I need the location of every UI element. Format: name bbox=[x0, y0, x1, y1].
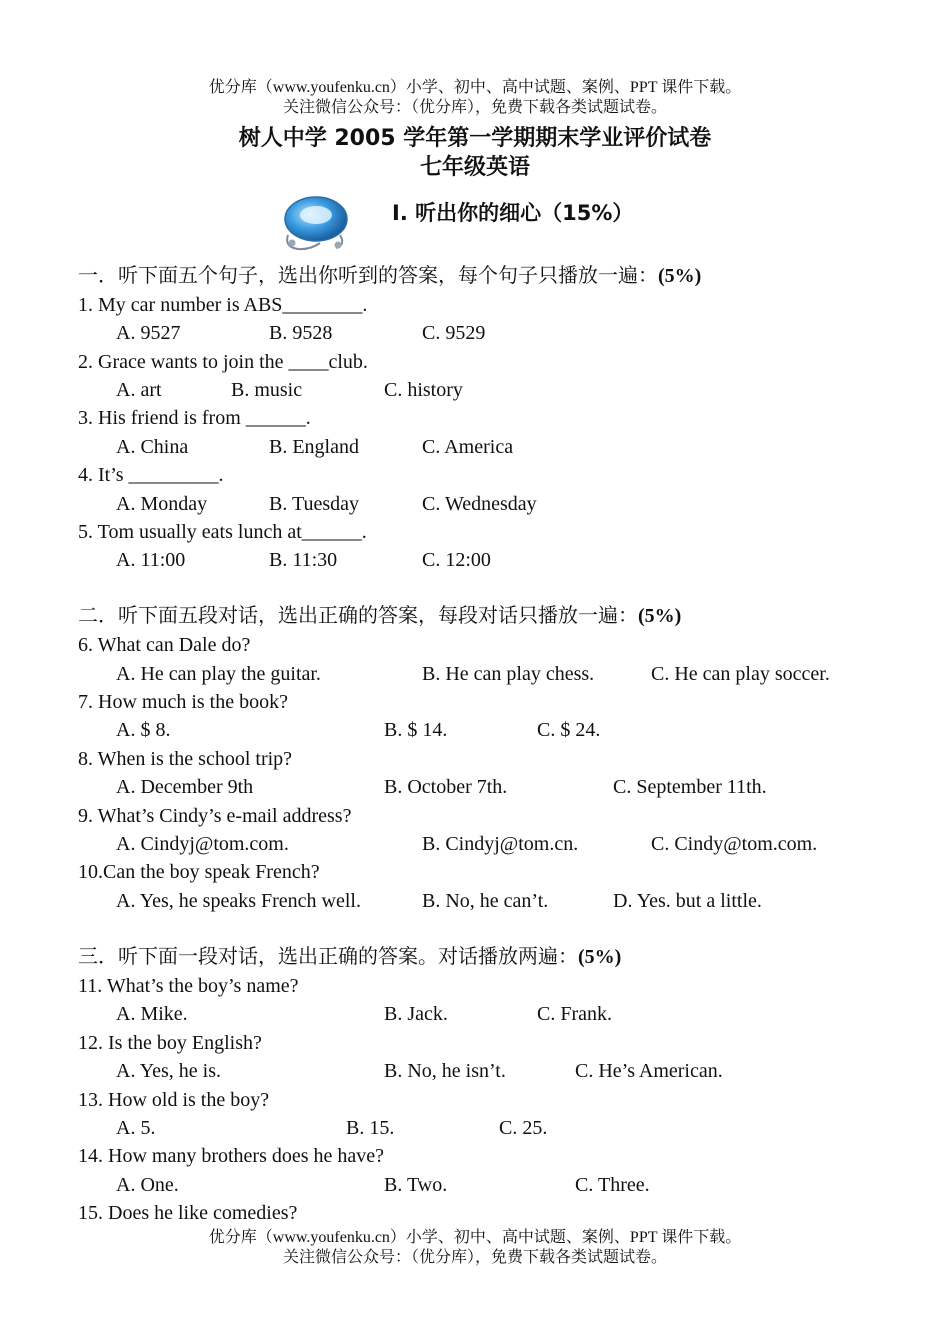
part2-score: (5%) bbox=[638, 605, 682, 627]
q12-option-c: C. He’s American. bbox=[575, 1060, 723, 1082]
q10-option-d: D. Yes. but a little. bbox=[613, 890, 762, 912]
footer-line-2: 关注微信公众号：（优分库），免费下载各类试题试卷。 bbox=[282, 1249, 667, 1266]
q4-option-b: B. Tuesday bbox=[269, 493, 360, 515]
q7-option-b: B. $ 14. bbox=[384, 719, 448, 741]
question-1: 1. My car number is ABS________. bbox=[78, 294, 368, 316]
question-2: 2. Grace wants to join the ____club. bbox=[78, 351, 368, 373]
question-5: 5. Tom usually eats lunch at______. bbox=[78, 521, 367, 543]
q13-option-b: B. 15. bbox=[346, 1117, 395, 1139]
cd-headphones-icon bbox=[280, 193, 352, 253]
q6-option-a: A. He can play the guitar. bbox=[116, 663, 321, 685]
question-10: 10.Can the boy speak French? bbox=[78, 861, 320, 883]
q5-option-b: B. 11:30 bbox=[269, 549, 338, 571]
q14-option-a: A. One. bbox=[116, 1174, 179, 1196]
question-8: 8. When is the school trip? bbox=[78, 748, 293, 770]
q7-option-a: A. $ 8. bbox=[116, 719, 171, 741]
q9-option-c: C. Cindy@tom.com. bbox=[651, 833, 818, 855]
q3-option-c: C. America bbox=[422, 436, 514, 458]
q14-option-b: B. Two. bbox=[384, 1174, 448, 1196]
q4-option-a: A. Monday bbox=[116, 493, 208, 515]
part2-instruction-text: 二．听下面五段对话，选出正确的答案，每段对话只播放一遍： bbox=[78, 605, 638, 627]
question-12: 12. Is the boy English? bbox=[78, 1032, 262, 1054]
question-4: 4. It’s _________. bbox=[78, 464, 224, 486]
q11-option-b: B. Jack. bbox=[384, 1003, 448, 1025]
part3-instruction bbox=[78, 943, 621, 971]
q3-option-a: A. China bbox=[116, 436, 189, 458]
q5-option-a: A. 11:00 bbox=[116, 549, 186, 571]
q1-option-b: B. 9528 bbox=[269, 322, 333, 344]
q2-option-b: B. music bbox=[231, 379, 303, 401]
question-14: 14. How many brothers does he have? bbox=[78, 1145, 385, 1167]
question-3: 3. His friend is from ______. bbox=[78, 407, 311, 429]
q12-option-b: B. No, he isn’t. bbox=[384, 1060, 506, 1082]
q1-option-c: C. 9529 bbox=[422, 322, 486, 344]
question-13: 13. How old is the boy? bbox=[78, 1089, 270, 1111]
part1-instruction-text: 一．听下面五个句子，选出你听到的答案，每个句子只播放一遍： bbox=[78, 265, 658, 287]
question-9: 9. What’s Cindy’s e-mail address? bbox=[78, 805, 352, 827]
question-7: 7. How much is the book? bbox=[78, 691, 288, 713]
part3-instruction-text: 三．听下面一段对话，选出正确的答案。对话播放两遍： bbox=[78, 946, 578, 968]
q9-option-b: B. Cindyj@tom.cn. bbox=[422, 833, 579, 855]
q11-option-c: C. Frank. bbox=[537, 1003, 612, 1025]
q4-option-c: C. Wednesday bbox=[422, 493, 537, 515]
q12-option-a: A. Yes, he is. bbox=[116, 1060, 222, 1082]
question-11: 11. What’s the boy’s name? bbox=[78, 975, 299, 997]
exam-subtitle: 七年级英语 bbox=[419, 155, 530, 180]
q2-option-a: A. art bbox=[116, 379, 162, 401]
question-6: 6. What can Dale do? bbox=[78, 634, 251, 656]
q13-option-c: C. 25. bbox=[499, 1117, 548, 1139]
q8-option-a: A. December 9th bbox=[116, 776, 254, 798]
q5-option-c: C. 12:00 bbox=[422, 549, 491, 571]
q10-option-b: B. No, he can’t. bbox=[422, 890, 549, 912]
footer-line-1: 优分库（www.youfenku.cn）小学、初中、高中试题、案例、PPT 课件下载。 bbox=[208, 1229, 742, 1246]
q8-option-c: C. September 11th. bbox=[613, 776, 767, 798]
q6-option-c: C. He can play soccer. bbox=[651, 663, 830, 685]
part2-instruction bbox=[78, 602, 681, 630]
q11-option-a: A. Mike. bbox=[116, 1003, 188, 1025]
q14-option-c: C. Three. bbox=[575, 1174, 650, 1196]
q10-option-a: A. Yes, he speaks French well. bbox=[116, 890, 361, 912]
header-line-2: 关注微信公众号：（优分库），免费下载各类试题试卷。 bbox=[282, 99, 667, 116]
q9-option-a: A. Cindyj@tom.com. bbox=[116, 833, 289, 855]
part1-score: (5%) bbox=[658, 265, 702, 287]
question-15: 15. Does he like comedies? bbox=[78, 1202, 298, 1224]
part1-instruction bbox=[78, 262, 701, 290]
header-line-1: 优分库（www.youfenku.cn）小学、初中、高中试题、案例、PPT 课件下载。 bbox=[208, 79, 742, 96]
part3-score: (5%) bbox=[578, 946, 622, 968]
q6-option-b: B. He can play chess. bbox=[422, 663, 595, 685]
q8-option-b: B. October 7th. bbox=[384, 776, 508, 798]
q2-option-c: C. history bbox=[384, 379, 463, 401]
section-title: Ⅰ. 听出你的细心（15%） bbox=[392, 201, 634, 225]
q13-option-a: A. 5. bbox=[116, 1117, 156, 1139]
q7-option-c: C. $ 24. bbox=[537, 719, 601, 741]
exam-title: 树人中学 2005 学年第一学期期末学业评价试卷 bbox=[238, 126, 712, 151]
q3-option-b: B. England bbox=[269, 436, 359, 458]
q1-option-a: A. 9527 bbox=[116, 322, 181, 344]
